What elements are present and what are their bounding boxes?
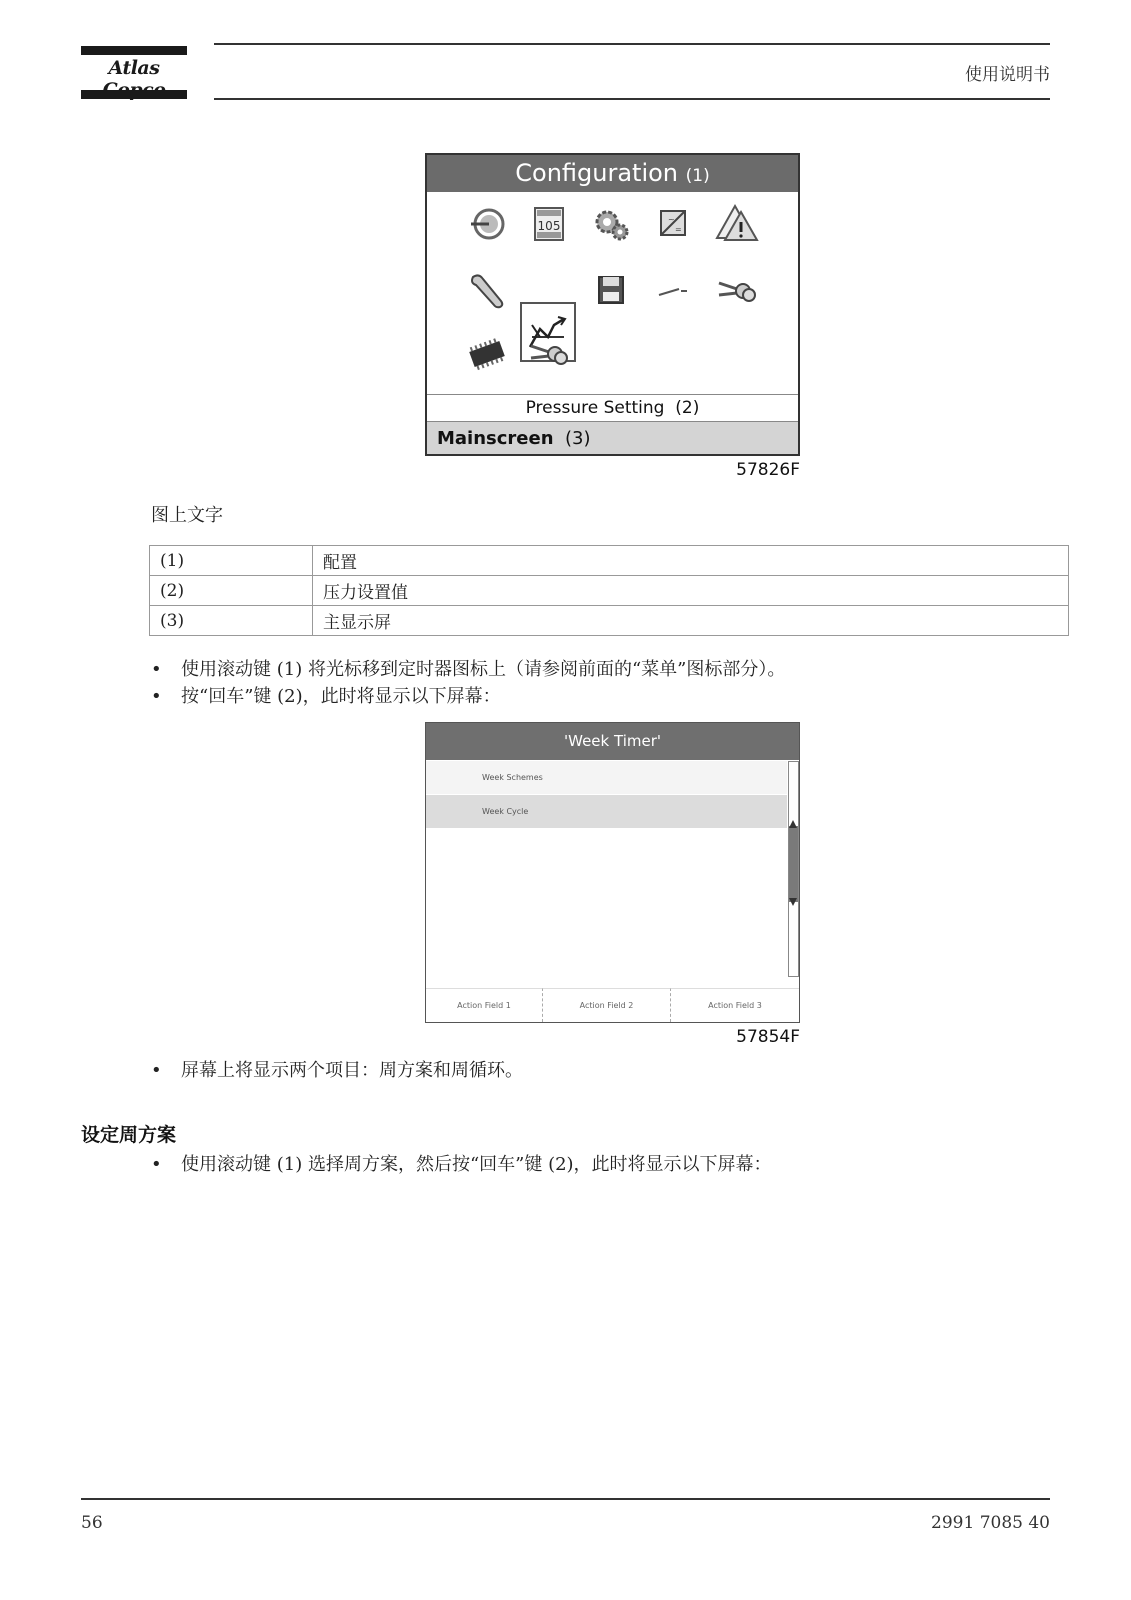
week-timer-title: 'Week Timer' bbox=[426, 723, 799, 760]
svg-text:105: 105 bbox=[537, 219, 561, 233]
footer-rule bbox=[81, 1498, 1050, 1500]
menu-item-week-cycle[interactable]: Week Cycle bbox=[426, 795, 787, 828]
gears-icon[interactable] bbox=[587, 200, 635, 248]
configuration-title: Configuration (1) bbox=[427, 155, 798, 192]
scroll-down-icon[interactable] bbox=[789, 898, 797, 906]
figure1-code: 57826F bbox=[736, 460, 800, 480]
brand-name: Atlas bbox=[108, 57, 160, 79]
icon-grid bbox=[427, 195, 798, 395]
section-heading: 设定周方案 bbox=[81, 1124, 177, 1146]
timer-icon[interactable] bbox=[463, 200, 511, 248]
table-row: (1) 配置 bbox=[150, 546, 1069, 576]
line-icon[interactable] bbox=[649, 267, 697, 315]
converter-icon[interactable] bbox=[649, 200, 697, 248]
wrench-icon[interactable] bbox=[463, 267, 511, 315]
mainscreen-label[interactable]: Mainscreen (3) bbox=[427, 421, 798, 454]
bullet-list-c bbox=[151, 1151, 772, 1178]
list-item: • 使用滚动键 (1) 选择周方案，然后按“回车”键 (2)，此时将显示以下屏幕： bbox=[151, 1151, 772, 1178]
list-item: • 屏幕上将显示两个项目：周方案和周循环。 bbox=[151, 1057, 523, 1084]
doc-title: 使用说明书 bbox=[965, 65, 1050, 85]
keys-icon-2[interactable] bbox=[525, 330, 573, 378]
action-field-3[interactable]: Action Field 3 bbox=[670, 988, 799, 1022]
menu-item-week-schemes[interactable]: Week Schemes bbox=[426, 761, 787, 794]
configuration-screen bbox=[425, 153, 800, 456]
pressure-setting-label[interactable]: Pressure Setting (2) bbox=[427, 394, 798, 421]
header-rule-bottom bbox=[214, 98, 1050, 100]
save-icon[interactable] bbox=[587, 267, 635, 315]
chip-icon[interactable] bbox=[463, 330, 511, 378]
document-number: 2991 7085 40 bbox=[931, 1513, 1050, 1533]
scrollbar[interactable] bbox=[788, 761, 799, 977]
bullet-list-b bbox=[151, 1057, 523, 1084]
counter-icon[interactable] bbox=[525, 200, 573, 248]
scrollbar-thumb[interactable] bbox=[789, 826, 798, 902]
svg-text:=: = bbox=[675, 225, 682, 234]
list-item: • 使用滚动键 (1) 将光标移到定时器图标上（请参阅前面的“菜单”图标部分）。 bbox=[151, 656, 785, 683]
header-rule-top bbox=[214, 43, 1050, 45]
svg-text:~: ~ bbox=[668, 215, 675, 224]
keys-icon[interactable] bbox=[713, 267, 761, 315]
scroll-up-icon[interactable] bbox=[789, 820, 797, 828]
legend-table bbox=[149, 545, 1069, 636]
week-timer-screen bbox=[425, 722, 800, 1023]
action-field-2[interactable]: Action Field 2 bbox=[542, 988, 670, 1022]
bullet-list-a bbox=[151, 656, 785, 710]
atlas-copco-logo bbox=[81, 46, 187, 102]
table-row: (3) 主显示屏 bbox=[150, 606, 1069, 636]
figure2-code: 57854F bbox=[736, 1027, 800, 1047]
legend-caption: 图上文字 bbox=[151, 505, 223, 526]
warning-icon[interactable] bbox=[713, 200, 761, 248]
table-row: (2) 压力设置值 bbox=[150, 576, 1069, 606]
page-number: 56 bbox=[81, 1513, 103, 1533]
list-item: • 按“回车”键 (2)，此时将显示以下屏幕： bbox=[151, 683, 785, 710]
action-field-1[interactable]: Action Field 1 bbox=[426, 988, 542, 1022]
